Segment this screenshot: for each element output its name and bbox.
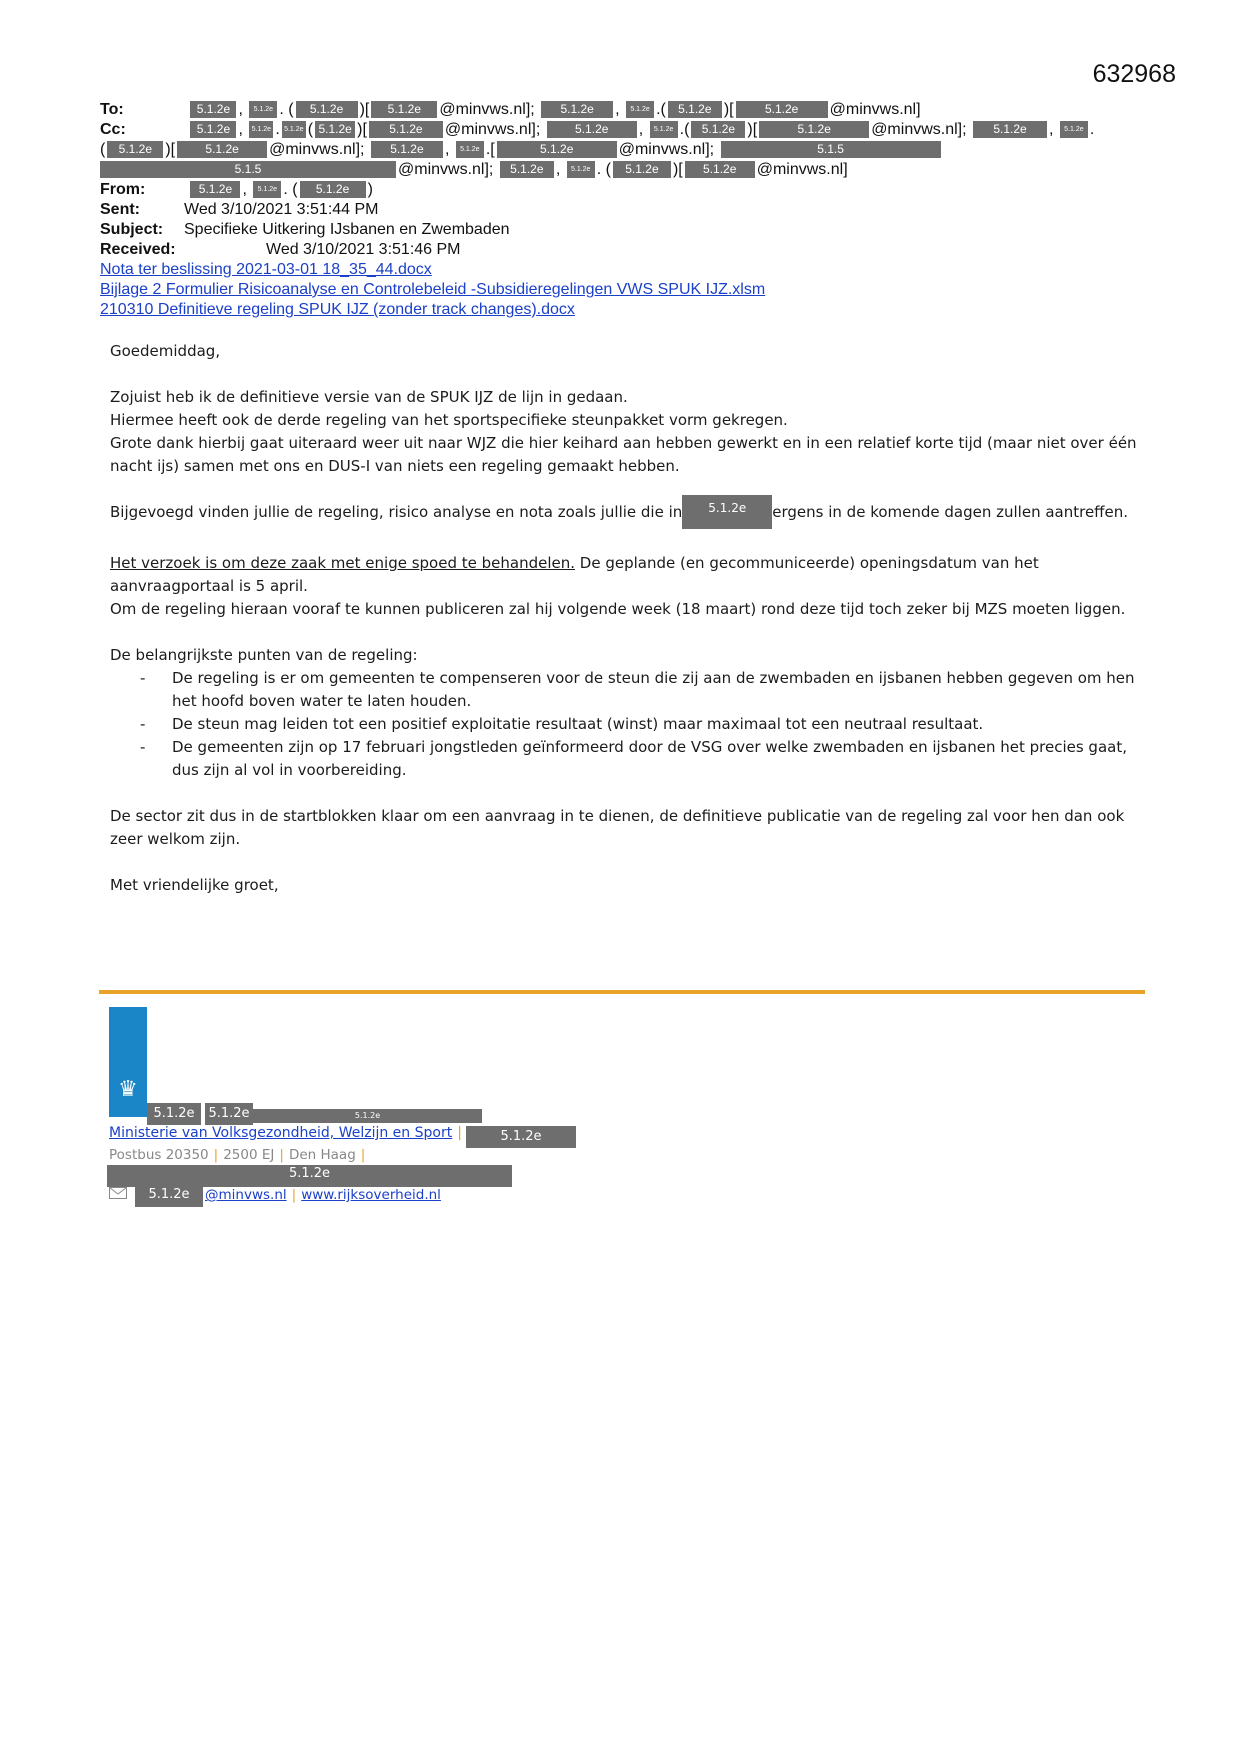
contact-row <box>109 1187 127 1203</box>
paragraph-line: Hiermee heeft ook de derde regeling van het sportspecifieke steunpakket vorm gekregen. <box>110 411 788 429</box>
redaction: 5.1.2e <box>973 121 1047 138</box>
redaction: 5.1.2e <box>249 101 277 118</box>
email-domain: @minvws.nl]; <box>269 141 365 158</box>
to-label: To: <box>100 101 124 118</box>
closing: Met vriendelijke groet, <box>110 876 279 894</box>
list-item-text: De steun mag leiden tot een positief exploitatie resultaat (winst) maar maximaal tot een neutraal resultaat. <box>172 715 984 733</box>
redaction: 5.1.2e <box>371 141 443 158</box>
redaction: 5.1.2e <box>691 121 745 138</box>
list-item-text: De gemeenten zijn op 17 februari jongstleden geïnformeerd door de VSG over welke zwembaden en ijsbanen het precies gaat, dus zijn al vol in voorbereiding. <box>172 738 1127 779</box>
redaction: 5.1.2e <box>682 495 772 529</box>
email-domain: @minvws.nl] <box>756 161 848 178</box>
city: Den Haag <box>288 1147 356 1163</box>
email-link[interactable]: @minvws.nl <box>205 1187 287 1203</box>
subject-row <box>100 220 1140 240</box>
document-id: 632968 <box>1092 60 1176 88</box>
separator: | <box>213 1147 219 1163</box>
redaction: 5.1.2e <box>315 121 355 138</box>
postbus: Postbus 20350 <box>109 1147 209 1163</box>
separator: | <box>457 1125 462 1141</box>
redaction: 5.1.2e <box>282 121 306 138</box>
redaction: 5.1.2e <box>249 121 273 138</box>
paragraph-text: ergens in de komende dagen zullen aantreffen. <box>772 503 1129 521</box>
email-domain: @minvws.nl]; <box>398 161 494 178</box>
to-row: To: 5.1.2e , 5.1.2e . ( 5.1.2e )[ 5.1.2e @minvws.nl]; 5.1.2e , 5.1.2e .( 5.1.2e )[ 5.1.2e @minvws.nl] <box>100 101 921 118</box>
redaction: 5.1.2e <box>626 101 654 118</box>
paragraph-line: Grote dank hierbij gaat uiteraard weer uit naar WJZ die hier keihard aan hebben gewerkt en in een relatief korte tijd (maar niet over één nacht ijs) samen met ons en DUS-I van niets een regeling gemaakt hebben. <box>110 434 1137 475</box>
points-title: De belangrijkste punten van de regeling: <box>110 646 418 664</box>
attachment-link[interactable]: Nota ter beslissing 2021-03-01 18_35_44.docx <box>100 261 432 278</box>
address-row <box>109 1147 370 1163</box>
redaction: 5.1.2e <box>668 101 722 118</box>
redaction: 5.1.2e <box>190 181 240 198</box>
redaction: 5.1.2e <box>547 121 637 138</box>
redaction: 5.1.2e <box>253 1109 482 1123</box>
redaction: 5.1.2e <box>253 181 281 198</box>
redaction: 5.1.2e <box>456 141 484 158</box>
list-item: - De regeling is er om gemeenten te compenseren voor de steun die zij aan de zwembaden en ijsbanen hebben gegeven om hen het hoofd boven water te laten houden. <box>140 669 1135 710</box>
sent-label: Sent: <box>100 201 140 218</box>
from-label: From: <box>100 181 146 198</box>
cc-row-continued: ( 5.1.2e )[ 5.1.2e @minvws.nl]; 5.1.2e , 5.1.2e .[ 5.1.2e @minvws.nl]; 5.1.5 <box>100 140 1140 160</box>
redaction: 5.1.2e <box>205 1103 253 1125</box>
redaction: 5.1.2e <box>567 161 595 178</box>
envelope-icon <box>109 1187 127 1203</box>
paragraph-line: Zojuist heb ik de definitieve versie van de SPUK IJZ de lijn in gedaan. <box>110 388 628 406</box>
received-label: Received: <box>100 241 176 258</box>
cc-row: Cc: 5.1.2e , 5.1.2e . 5.1.2e ( 5.1.2e )[ 5.1.2e @minvws.nl]; 5.1.2e , 5.1.2e .( 5.1.2e )[ 5.1.2e @minvws.nl]; 5.1.2e , 5.1.2e . <box>100 121 1095 138</box>
paragraph: De sector zit dus in de startblokken klaar om een aanvraag in te dienen, de definitieve publicatie van de regeling zal voor hen dan ook zeer welkom zijn. <box>110 807 1125 848</box>
list-item-text: De regeling is er om gemeenten te compenseren voor de steun die zij aan de zwembaden en ijsbanen hebben gegeven om hen het hoofd boven water te laten houden. <box>172 669 1135 710</box>
paragraph <box>110 386 1140 478</box>
paragraph <box>110 501 1140 529</box>
email-domain: @minvws.nl] <box>829 101 921 118</box>
email-domain: @minvws.nl]; <box>444 121 541 138</box>
attachment-link[interactable]: Bijlage 2 Formulier Risicoanalyse en Controlebeleid -Subsidieregelingen VWS SPUK IJZ.xlsm <box>100 281 766 298</box>
redaction: 5.1.2e <box>541 101 613 118</box>
list-item: - De steun mag leiden tot een positief exploitatie resultaat (winst) maar maximaal tot een neutraal resultaat. <box>140 715 984 733</box>
rijksoverheid-logo <box>109 1007 147 1117</box>
request-underlined: Het verzoek is om deze zaak met enige spoed te behandelen. <box>110 554 575 572</box>
redaction: 5.1.2e <box>177 141 267 158</box>
subject-value: Specifieke Uitkering IJsbanen en Zwembaden <box>184 221 510 238</box>
redaction: 5.1.5 <box>100 161 396 178</box>
signature-divider <box>99 990 1145 994</box>
paragraph-text: Om de regeling hieraan vooraf te kunnen publiceren zal hij volgende week (18 maart) rond deze tijd toch zeker bij MZS moeten liggen. <box>110 600 1126 618</box>
redaction: 5.1.2e <box>107 141 163 158</box>
email-domain: @minvws.nl]; <box>439 101 535 118</box>
subject-label: Subject: <box>100 221 164 238</box>
ministry-link[interactable]: Ministerie van Volksgezondheid, Welzijn en Sport <box>109 1125 453 1141</box>
email-domain: @minvws.nl]; <box>871 121 967 138</box>
cc-row-continued: 5.1.5 @minvws.nl]; 5.1.2e , 5.1.2e . ( 5.1.2e )[ 5.1.2e @minvws.nl] <box>100 160 1140 180</box>
cc-label: Cc: <box>100 121 126 138</box>
redaction: 5.1.2e <box>500 161 554 178</box>
redaction: 5.1.2e <box>300 181 366 198</box>
redaction: 5.1.2e <box>466 1126 576 1148</box>
website-link[interactable]: www.rijksoverheid.nl <box>301 1187 441 1203</box>
email-body <box>110 340 1140 920</box>
redaction: 5.1.2e <box>371 101 437 118</box>
redaction: 5.1.2e <box>650 121 678 138</box>
redaction: 5.1.2e <box>107 1165 512 1187</box>
ministry-row <box>109 1125 467 1141</box>
greeting: Goedemiddag, <box>110 342 221 360</box>
redaction: 5.1.2e <box>135 1183 203 1207</box>
redaction: 5.1.2e <box>296 101 358 118</box>
paragraph <box>110 552 1140 621</box>
redaction: 5.1.2e <box>1060 121 1088 138</box>
redaction: 5.1.5 <box>721 141 941 158</box>
points-list <box>110 667 1140 782</box>
redaction: 5.1.2e <box>685 161 755 178</box>
paragraph-text: De geplande (en gecommuniceerde) openingsdatum van het aanvraagportaal is 5 april. <box>110 554 1039 595</box>
redaction: 5.1.2e <box>147 1103 201 1125</box>
from-row: From: 5.1.2e , 5.1.2e . ( 5.1.2e ) <box>100 181 373 198</box>
redaction: 5.1.2e <box>497 141 617 158</box>
redaction: 5.1.2e <box>190 101 236 118</box>
postcode: 2500 EJ <box>223 1147 275 1163</box>
list-item: - De gemeenten zijn op 17 februari jongstleden geïnformeerd door de VSG over welke zwembaden en ijsbanen het precies gaat, dus zijn al vol in voorbereiding. <box>140 738 1127 779</box>
sent-row <box>100 200 1140 220</box>
received-value: Wed 3/10/2021 3:51:46 PM <box>266 241 461 258</box>
redaction: 5.1.2e <box>759 121 869 138</box>
received-row <box>100 240 1140 260</box>
redaction: 5.1.2e <box>190 121 236 138</box>
sent-value: Wed 3/10/2021 3:51:44 PM <box>184 201 379 218</box>
email-domain: @minvws.nl]; <box>618 141 715 158</box>
separator: | <box>291 1187 297 1203</box>
separator: | <box>360 1147 366 1163</box>
redaction: 5.1.2e <box>369 121 443 138</box>
paragraph-text: Bijgevoegd vinden jullie de regeling, risico analyse en nota zoals jullie die in <box>110 503 683 521</box>
redaction: 5.1.2e <box>736 101 828 118</box>
redaction: 5.1.2e <box>613 161 671 178</box>
separator: | <box>279 1147 284 1163</box>
contact-links <box>205 1187 441 1203</box>
crest-icon: ♛ <box>118 1077 138 1102</box>
email-header <box>100 100 1140 320</box>
attachment-link[interactable]: 210310 Definitieve regeling SPUK IJZ (zonder track changes).docx <box>100 301 575 318</box>
